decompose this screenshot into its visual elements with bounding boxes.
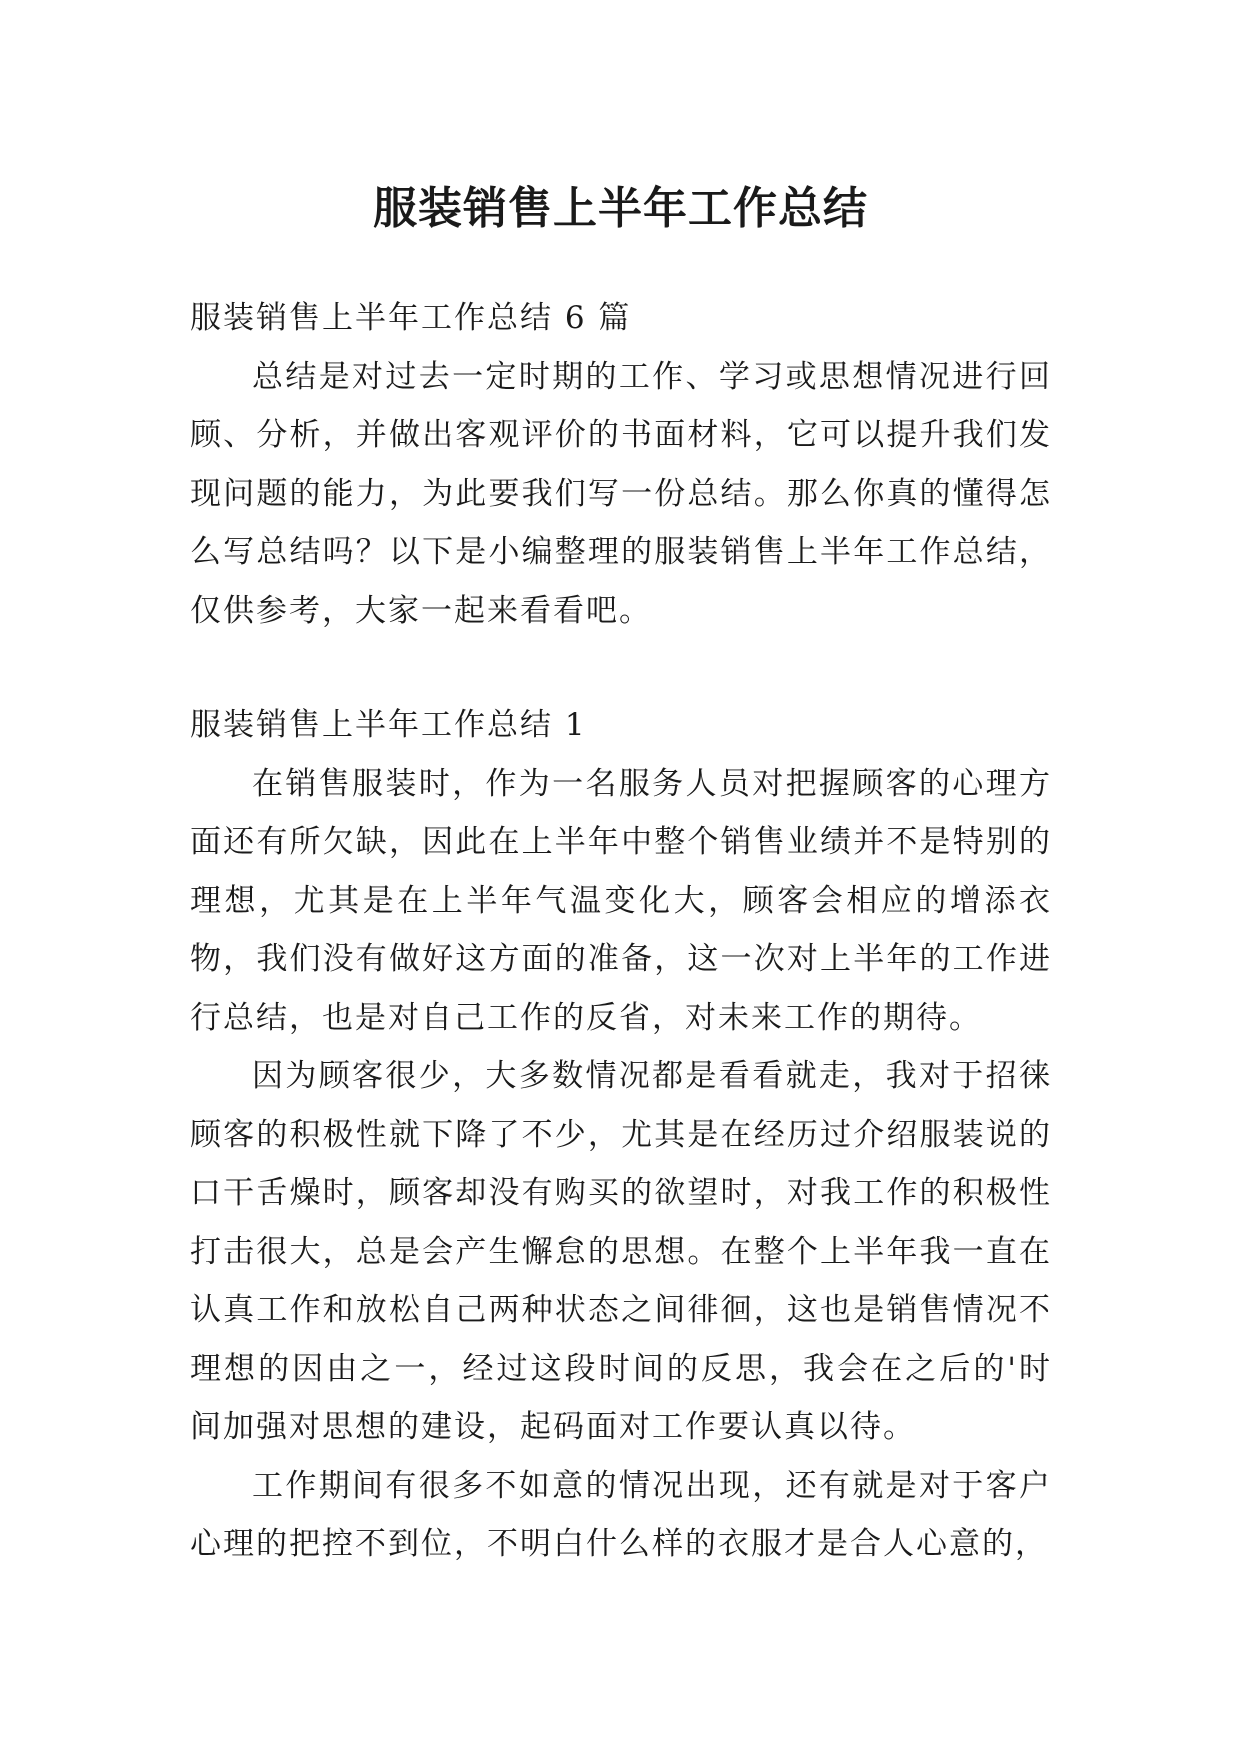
section-1-block <box>190 696 1052 1574</box>
section-heading: 服装销售上半年工作总结 1 <box>190 707 587 743</box>
section-paragraph-1: 在销售服装时，作为一名服务人员对把握顾客的心理方面还有所欠缺，因此在上半年中整个销售业绩并不是特别的理想，尤其是在上半年气温变化大，顾客会相应的增添衣物，我们没有做好这方面的准备，这一次对上半年的工作进行总结，也是对自己工作的反省，对未来工作的期待。 <box>190 765 1052 1036</box>
intro-paragraph: 总结是对过去一定时期的工作、学习或思想情况进行回顾、分析，并做出客观评价的书面材料，它可以提升我们发现问题的能力，为此要我们写一份总结。那么你真的懂得怎么写总结吗？以下是小编整理的服装销售上半年工作总结，仅供参考，大家一起来看看吧。 <box>190 358 1052 629</box>
intro-heading: 服装销售上半年工作总结 6 篇 <box>190 300 632 336</box>
intro-block <box>190 289 1052 640</box>
section-paragraph-2: 因为顾客很少，大多数情况都是看看就走，我对于招徕顾客的积极性就下降了不少，尤其是在经历过介绍服装说的口干舌燥时，顾客却没有购买的欲望时，对我工作的积极性打击很大，总是会产生懈怠的思想。在整个上半年我一直在认真工作和放松自己两种状态之间徘徊，这也是销售情况不理想的因由之一，经过这段时间的反思，我会在之后的'时间加强对思想的建设，起码面对工作要认真以待。 <box>190 1058 1052 1445</box>
section-paragraph-3: 工作期间有很多不如意的情况出现，还有就是对于客户心理的把控不到位，不明白什么样的衣服才是合人心意的， <box>190 1467 1052 1562</box>
document-title: 服装销售上半年工作总结 <box>373 183 868 235</box>
